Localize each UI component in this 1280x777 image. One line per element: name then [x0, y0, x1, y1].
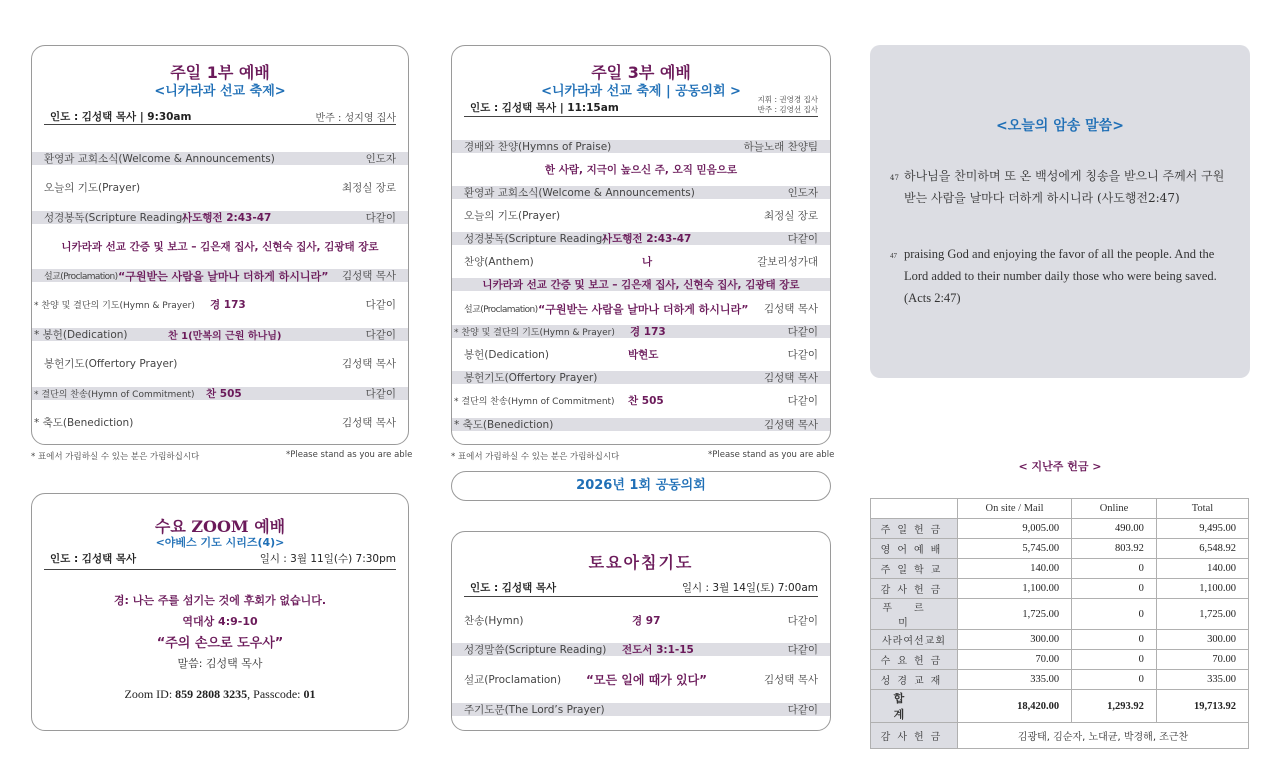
- onsite-cell: 5,745.00: [958, 539, 1072, 559]
- offering-title: < 지난주 헌금 >: [1018, 460, 1102, 473]
- row-label: * 축도(Benediction): [34, 417, 134, 429]
- order-row: [452, 418, 830, 431]
- onsite-cell: 70.00: [958, 650, 1072, 670]
- service3-subtitle: <니카라과 선교 축제 | 공동의회 >: [541, 84, 741, 99]
- row-detail: 찬 1(만복의 근원 하나님): [168, 331, 282, 342]
- memory-verse-title: <오늘의 암송 말씀>: [996, 118, 1124, 134]
- total-cell: 140.00: [1156, 559, 1248, 579]
- online-cell: 0: [1072, 579, 1157, 599]
- table-row: [871, 599, 1249, 630]
- order-row: [32, 416, 408, 429]
- row-person: 갈보리성가대: [757, 256, 818, 268]
- row-detail: 경 173: [210, 299, 246, 311]
- row-label: 설교(Proclamation): [464, 674, 562, 686]
- order-row: [32, 240, 408, 253]
- row-person: 최정실 장로: [341, 182, 396, 194]
- donor-names: 김광태, 김순자, 노대균, 박경해, 조근찬: [958, 723, 1249, 749]
- zoom-title: 수요 ZOOM 예배: [154, 517, 286, 536]
- row-person: 인도자: [365, 153, 396, 165]
- row-label: 수요헌금: [871, 650, 958, 670]
- table-row: [871, 519, 1249, 539]
- offering-table: [870, 498, 1249, 749]
- table-row: [871, 539, 1249, 559]
- order-row: [32, 357, 408, 370]
- memory-verse-panel: [870, 45, 1250, 378]
- online-cell: 0: [1072, 630, 1157, 650]
- service1-subtitle: <니카라과 선교 축제>: [154, 84, 286, 99]
- total-cell: 335.00: [1156, 670, 1248, 690]
- order-row: [32, 181, 408, 194]
- row-label: 오늘의 기도(Prayer): [44, 182, 141, 194]
- row-label: * 결단의 찬송(Hymn of Commitment): [454, 397, 615, 407]
- order-row: [452, 371, 830, 384]
- order-row: [452, 163, 830, 176]
- row-person: 최정실 장로: [763, 210, 818, 222]
- memory-verse-korean: [890, 165, 1230, 209]
- online-cell: 490.00: [1072, 519, 1157, 539]
- table-row: [871, 650, 1249, 670]
- row-detail: “구원받는 사람을 날마나 더하게 하시니라”: [118, 269, 329, 283]
- order-row: [452, 325, 830, 338]
- row-label: * 축도(Benediction): [454, 419, 554, 431]
- row-person: 김성택 목사: [763, 303, 818, 315]
- row-person: 다같이: [787, 395, 818, 407]
- service1-leader: 인도 : 김성택 목사 | 9:30am: [50, 111, 192, 123]
- online-cell: 1,293.92: [1072, 690, 1157, 723]
- row-label: 감사헌금: [871, 723, 958, 749]
- row-label: 설교(Proclamation): [464, 305, 538, 315]
- order-row: [452, 703, 830, 716]
- row-detail: 사도행전 2:43-47: [602, 233, 692, 245]
- total-cell: 1,725.00: [1156, 599, 1248, 630]
- table-header: On site / Mail: [958, 499, 1072, 519]
- row-detail: 경 97: [632, 615, 661, 627]
- row-person: 김성택 목사: [763, 372, 818, 384]
- row-detail: 박현도: [628, 349, 659, 361]
- row-detail: 찬 505: [628, 395, 664, 407]
- zoom-line2: 역대상 4:9-10: [182, 615, 258, 628]
- verse-number: 47: [890, 252, 897, 260]
- service3-card: [451, 45, 831, 445]
- total-cell: 19,713.92: [1156, 690, 1248, 723]
- zoom-line4: 말씀: 김성택 목사: [177, 657, 263, 670]
- service3-title: 주일 3부 예배: [591, 63, 691, 82]
- order-row: [32, 298, 408, 311]
- row-detail: “구원받는 사람을 날마나 더하게 하시니라”: [538, 302, 749, 316]
- order-row: [452, 278, 830, 291]
- service1-accompanist: 반주 : 성지영 집사: [315, 113, 396, 124]
- row-person: 김성택 목사: [341, 270, 396, 282]
- table-header: Total: [1156, 499, 1248, 519]
- row-label: 성경봉독(Scripture Reading): [464, 233, 607, 245]
- congregation-meeting-banner: 2026년 1회 공동의회: [451, 471, 831, 501]
- row-label: 설교(Proclamation): [44, 272, 118, 282]
- row-person: 다같이: [787, 615, 818, 627]
- row-label: 성경말씀(Scripture Reading): [464, 644, 607, 656]
- saturday-title: 토요아침기도: [588, 553, 694, 572]
- service3-divider: [464, 116, 818, 117]
- row-person: 김성택 목사: [763, 419, 818, 431]
- row-detail: 사도행전 2:43-47: [182, 212, 272, 224]
- row-person: 다같이: [365, 329, 396, 341]
- onsite-cell: 9,005.00: [958, 519, 1072, 539]
- row-label: 봉헌기도(Offertory Prayer): [44, 358, 178, 370]
- verse-number: 47: [890, 174, 899, 182]
- row-label: * 결단의 찬송(Hymn of Commitment): [34, 390, 195, 400]
- order-row: [452, 673, 830, 686]
- row-detail: 찬 505: [206, 388, 242, 400]
- order-row: [452, 140, 830, 153]
- row-center-text: 니카라과 선교 간증 및 보고 – 김은재 집사, 신현숙 집사, 김광태 장로: [61, 241, 379, 253]
- service3-accompanist: 반주 : 김영선 집사: [757, 105, 818, 114]
- order-row: [32, 152, 408, 165]
- order-row: [452, 394, 830, 407]
- order-row: [32, 211, 408, 224]
- order-row: [452, 255, 830, 268]
- table-row: [871, 630, 1249, 650]
- total-row: [871, 690, 1249, 723]
- row-label: 경배와 찬양(Hymns of Praise): [464, 141, 612, 153]
- online-cell: 0: [1072, 650, 1157, 670]
- zoom-leader: 인도 : 김성택 목사: [50, 553, 137, 565]
- saturday-datetime: 일시 : 3월 14일(토) 7:00am: [681, 582, 818, 594]
- service3-note-left: * 표에서 가림하실 수 있는 분은 가림하십시다: [451, 452, 620, 462]
- row-person: 다같이: [365, 388, 396, 400]
- order-row: [452, 186, 830, 199]
- zoom-id-line: [32, 687, 408, 702]
- row-detail: “모든 일에 때가 있다”: [586, 673, 708, 687]
- row-label: 사라여선교회: [871, 630, 958, 650]
- order-row: [32, 387, 408, 400]
- saturday-card: [451, 531, 831, 731]
- row-label: * 찬양 및 결단의 기도(Hymn & Prayer): [34, 301, 195, 311]
- row-label: 봉헌(Dedication): [464, 349, 549, 361]
- onsite-cell: 335.00: [958, 670, 1072, 690]
- table-header-row: [871, 499, 1249, 519]
- row-label: 찬양(Anthem): [464, 256, 534, 268]
- row-detail: 나: [642, 256, 653, 268]
- order-row: [452, 643, 830, 656]
- zoom-divider: [44, 569, 396, 570]
- row-person: 김성택 목사: [341, 417, 396, 429]
- total-cell: 1,100.00: [1156, 579, 1248, 599]
- order-row: [32, 269, 408, 282]
- verse-english-text: praising God and enjoying the favor of all the people. And the Lord added to their number daily those who were being saved. (Acts 2:47): [904, 247, 1217, 305]
- total-cell: 300.00: [1156, 630, 1248, 650]
- row-detail: 전도서 3:1-15: [622, 644, 694, 656]
- order-row: [452, 348, 830, 361]
- zoom-subtitle: <야베스 기도 시리즈(4)>: [155, 536, 285, 549]
- row-person: 김성택 목사: [763, 674, 818, 686]
- row-person: 다같이: [787, 704, 818, 716]
- row-label: 찬송(Hymn): [464, 615, 524, 627]
- order-row: [452, 302, 830, 315]
- row-label: 주일헌금: [871, 519, 958, 539]
- service3-leader: 인도 : 김성택 목사 | 11:15am: [470, 102, 619, 114]
- zoom-card: [31, 493, 409, 731]
- saturday-divider: [464, 596, 818, 597]
- onsite-cell: 1,725.00: [958, 599, 1072, 630]
- service1-title: 주일 1부 예배: [170, 63, 270, 82]
- zoom-line1: 경: 나는 주를 섬기는 것에 후회가 없습니다.: [113, 594, 327, 607]
- zoom-id-label: Zoom ID:: [124, 687, 176, 701]
- service1-note-right: *Please stand as you are able: [286, 450, 413, 460]
- service1-card: [31, 45, 409, 445]
- row-label: * 찬양 및 결단의 기도(Hymn & Prayer): [454, 328, 615, 338]
- row-label: 감사헌금: [871, 579, 958, 599]
- service1-note-left: * 표에서 가림하실 수 있는 분은 가림하십시다: [31, 452, 200, 462]
- row-person: 인도자: [787, 187, 818, 199]
- memory-verse-english: [890, 243, 1230, 309]
- table-row: [871, 559, 1249, 579]
- order-row: [452, 209, 830, 222]
- zoom-line3: “주의 손으로 도우사”: [156, 636, 284, 651]
- row-label: 성경교재: [871, 670, 958, 690]
- service3-note-right: *Please stand as you are able: [708, 450, 835, 460]
- row-person: 다같이: [787, 644, 818, 656]
- row-label: 합계: [871, 690, 958, 723]
- online-cell: 0: [1072, 559, 1157, 579]
- onsite-cell: 300.00: [958, 630, 1072, 650]
- row-person: 다같이: [365, 212, 396, 224]
- table-row: [871, 579, 1249, 599]
- onsite-cell: 18,420.00: [958, 690, 1072, 723]
- row-label: 환영과 교회소식(Welcome & Announcements): [464, 187, 695, 199]
- order-row: [32, 328, 408, 341]
- row-label: 성경봉독(Scripture Reading): [44, 212, 187, 224]
- onsite-cell: 140.00: [958, 559, 1072, 579]
- row-person: 다같이: [365, 299, 396, 311]
- order-row: [452, 232, 830, 245]
- row-label: * 봉헌(Dedication): [34, 329, 128, 341]
- service1-divider: [44, 124, 396, 125]
- row-label: 영어예배: [871, 539, 958, 559]
- online-cell: 0: [1072, 670, 1157, 690]
- row-person: 다같이: [787, 233, 818, 245]
- saturday-leader: 인도 : 김성택 목사: [470, 582, 557, 594]
- row-label: 오늘의 기도(Prayer): [464, 210, 561, 222]
- row-person: 다같이: [787, 326, 818, 338]
- row-person: 김성택 목사: [341, 358, 396, 370]
- total-cell: 9,495.00: [1156, 519, 1248, 539]
- total-cell: 6,548.92: [1156, 539, 1248, 559]
- row-person: 하늘노래 찬양팀: [743, 141, 818, 153]
- table-header: [871, 499, 958, 519]
- zoom-passcode: 01: [303, 687, 316, 701]
- row-detail: 경 173: [630, 326, 666, 338]
- row-center-text: 니카라과 선교 간증 및 보고 – 김은재 집사, 신현숙 집사, 김광태 장로: [482, 279, 800, 291]
- order-row: [452, 614, 830, 627]
- zoom-pass-label: , Passcode:: [247, 687, 304, 701]
- table-row: [871, 670, 1249, 690]
- row-center-text: 한 사람, 지극이 높으신 주, 오직 믿음으로: [544, 164, 738, 176]
- row-label: 주기도문(The Lord’s Prayer): [464, 704, 605, 716]
- row-label: 푸르미: [871, 599, 958, 630]
- row-label: 봉헌기도(Offertory Prayer): [464, 372, 598, 384]
- service3-conductor: 지휘 : 권영경 집사: [757, 95, 818, 104]
- online-cell: 803.92: [1072, 539, 1157, 559]
- thanks-offering-row: [871, 723, 1249, 749]
- row-person: 다같이: [787, 349, 818, 361]
- total-cell: 70.00: [1156, 650, 1248, 670]
- onsite-cell: 1,100.00: [958, 579, 1072, 599]
- zoom-id: 859 2808 3235: [175, 687, 248, 701]
- online-cell: 0: [1072, 599, 1157, 630]
- zoom-datetime: 일시 : 3월 11일(수) 7:30pm: [259, 553, 396, 565]
- verse-korean-text: 하나님을 찬미하며 또 온 백성에게 칭송을 받으니 주께서 구원 받는 사람을 날마다 더하게 하시니라 (사도행전2:47): [904, 169, 1225, 205]
- row-label: 환영과 교회소식(Welcome & Announcements): [44, 153, 275, 165]
- row-label: 주일학교: [871, 559, 958, 579]
- table-header: Online: [1072, 499, 1157, 519]
